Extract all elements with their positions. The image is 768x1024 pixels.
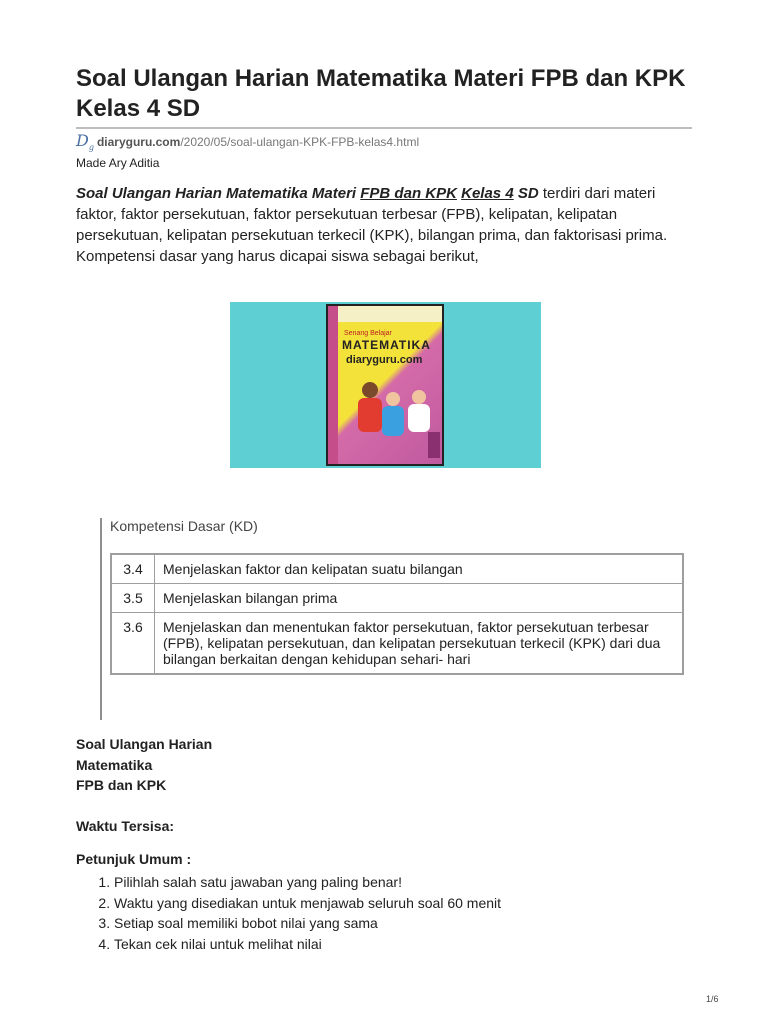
quiz-title-line: Matematika bbox=[76, 756, 153, 773]
link-kelas-4[interactable]: Kelas 4 bbox=[461, 185, 514, 202]
source-domain: diaryguru.com bbox=[96, 134, 181, 149]
title-divider bbox=[76, 127, 692, 129]
source-line bbox=[76, 131, 419, 152]
instructions-heading: Petunjuk Umum : bbox=[76, 851, 192, 867]
kid-2-body bbox=[382, 406, 404, 436]
quiz-title-line: Soal Ulangan Harian bbox=[76, 736, 213, 752]
kd-description: Menjelaskan faktor dan kelipatan suatu bilangan bbox=[155, 554, 684, 584]
source-link[interactable] bbox=[97, 135, 419, 149]
table-row bbox=[111, 584, 683, 613]
site-logo-icon: $D_g$ bbox=[76, 131, 94, 153]
kid-2-head bbox=[386, 392, 400, 406]
kd-description: Menjelaskan dan menentukan faktor persekutuan, faktor persekutuan terbesar (FPB), kelipatan persekutuan, dan kelipatan persekutuan terkecil (KPK) dari dua bilangan berkaitan dengan kehidupan sehari- hari bbox=[155, 613, 684, 675]
book-cover-image bbox=[230, 302, 541, 468]
kd-number: 3.5 bbox=[111, 584, 155, 613]
kid-1-head bbox=[362, 382, 378, 398]
intro-body: terdiri dari materi faktor, faktor persekutuan, faktor persekutuan terbesar (FPB), kelipatan, kelipatan persekutuan, kelipatan persekutuan terkecil (KPK), bilangan prima, dan faktorisasi prima. Kompetensi dasar yang harus dicapai siswa sebagai berikut, bbox=[76, 185, 668, 265]
article-title: Soal Ulangan Harian Matematika Materi FPB dan KPK Kelas 4 SD bbox=[76, 65, 686, 122]
cover-grade-badge bbox=[428, 432, 440, 458]
kd-description: Menjelaskan bilangan prima bbox=[155, 584, 684, 613]
intro-lead-tail: SD bbox=[517, 185, 539, 202]
link-fpb-kpk[interactable]: FPB dan KPK bbox=[360, 185, 457, 202]
table-row bbox=[111, 613, 683, 675]
quiz-title bbox=[76, 734, 212, 796]
cover-subtitle: Senang Belajar bbox=[344, 330, 392, 337]
cover-header-band bbox=[328, 306, 442, 322]
intro-paragraph bbox=[76, 183, 696, 267]
kd-heading: Kompetensi Dasar (KD) bbox=[110, 518, 258, 534]
author-name: Made Ary Aditia bbox=[76, 156, 160, 170]
cover-spine bbox=[328, 306, 338, 464]
list-item: 3. Setiap soal memiliki bobot nilai yang sama bbox=[114, 913, 501, 934]
kd-blockquote-bar bbox=[100, 518, 102, 720]
kid-3-body bbox=[408, 404, 430, 432]
list-item: 2. Waktu yang disediakan untuk menjawab seluruh soal 60 menit bbox=[114, 893, 501, 914]
book-cover bbox=[326, 304, 444, 466]
kid-3-head bbox=[412, 390, 426, 404]
source-path: /2020/05/soal-ulangan-KPK-FPB-kelas4.html bbox=[180, 134, 420, 149]
intro-lead-text: Soal Ulangan Harian Matematika Materi bbox=[76, 185, 361, 202]
kd-number: 3.4 bbox=[111, 554, 155, 584]
list-item: 1. Pilihlah salah satu jawaban yang paling benar! bbox=[114, 872, 501, 893]
kid-1-body bbox=[358, 398, 382, 432]
quiz-title-line: FPB dan KPK bbox=[76, 777, 167, 793]
table-row bbox=[111, 554, 683, 584]
kd-table bbox=[110, 553, 684, 675]
intro-lead bbox=[76, 185, 539, 202]
cover-site: diaryguru.com bbox=[346, 354, 423, 366]
time-remaining-label: Waktu Tersisa: bbox=[76, 818, 175, 834]
kd-number: 3.6 bbox=[111, 613, 155, 675]
instructions-list bbox=[76, 872, 501, 954]
cover-title: MATEMATIKA bbox=[342, 338, 431, 352]
page-number: 1/6 bbox=[706, 994, 719, 1004]
list-item: 4. Tekan cek nilai untuk melihat nilai bbox=[114, 934, 501, 955]
